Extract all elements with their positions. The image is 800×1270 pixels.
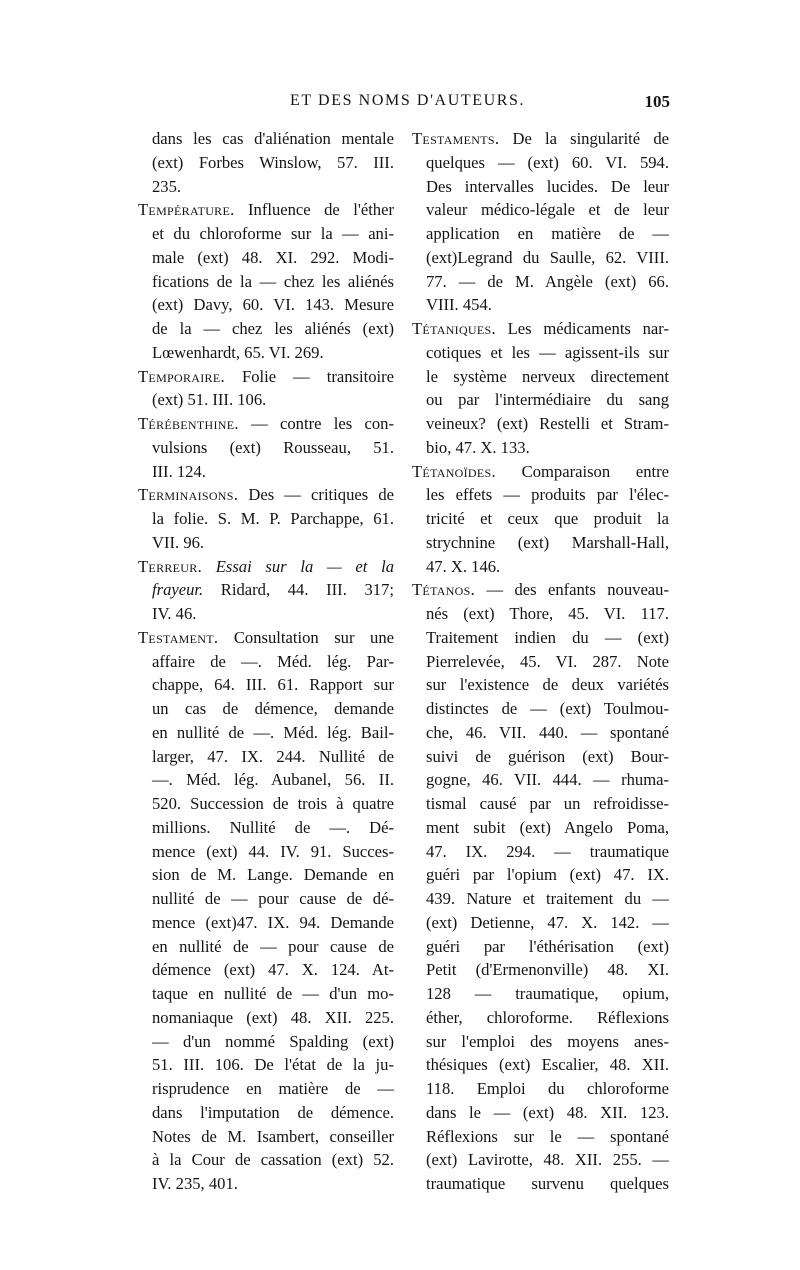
index-line: [412, 198, 669, 222]
index-line: [138, 388, 394, 412]
index-line: [412, 768, 669, 792]
index-line: [138, 270, 394, 294]
index-line: [412, 697, 669, 721]
index-line: [138, 840, 394, 864]
line-text: (ext) Forbes Winslow, 57. III.: [152, 152, 394, 172]
line-text: Lœwenhardt, 65. VI. 269.: [152, 342, 324, 362]
line-text: Influence de l'éther: [234, 200, 394, 220]
line-text: — des enfants nouveau-: [475, 580, 669, 600]
entry-headword: Tétanoïdes.: [412, 461, 496, 481]
index-line: [412, 602, 669, 626]
index-line: [412, 507, 669, 531]
index-line: [138, 792, 394, 816]
line-text: Ridard, 44. III. 317;: [203, 580, 394, 600]
index-line: [412, 673, 669, 697]
line-text: de la — chez les aliénés (ext): [152, 319, 394, 338]
index-line: [138, 1006, 394, 1030]
entry-headword: Testament.: [138, 627, 219, 647]
line-text: éther, chloroforme. Réflexions: [426, 1007, 669, 1027]
entry-headword: Terreur.: [138, 556, 203, 576]
line-text: — d'un nommé Spalding (ext): [152, 1031, 394, 1051]
index-line: [138, 602, 394, 626]
line-text: IV. 235, 401.: [152, 1174, 238, 1193]
index-line: [412, 626, 669, 650]
index-entry-start: [138, 483, 394, 507]
line-text: VII. 96.: [152, 532, 205, 552]
index-entry-start: [138, 412, 394, 436]
index-line: [412, 982, 669, 1006]
line-text: sur l'existence de deux variétés: [426, 675, 669, 695]
line-text: mence (ext)47. IX. 94. Demande: [152, 912, 394, 932]
index-line: [138, 531, 394, 555]
index-line: [412, 840, 669, 864]
index-line: [412, 745, 669, 769]
line-text: (ext) Davy, 60. VI. 143. Mesure: [152, 295, 394, 315]
line-text: 47. IX. 294. — traumatique: [426, 841, 669, 861]
line-text: Comparaison entre: [495, 461, 669, 481]
line-text: les effets — produits par l'élec-: [426, 485, 669, 505]
line-text: sion de M. Lange. Demande en: [152, 865, 394, 885]
index-line: [138, 1148, 394, 1172]
line-text: che, 46. VII. 440. — spontané: [426, 722, 669, 742]
line-text: en nullité de —. Méd. lég. Bail-: [152, 722, 394, 742]
line-text: larger, 47. IX. 244. Nullité de: [152, 746, 394, 766]
line-text: un cas de démence, demande: [152, 699, 394, 718]
italic-title: Essai sur la — et la: [215, 556, 394, 576]
header-title: ET DES NOMS D'AUTEURS.: [290, 92, 526, 109]
line-text: distinctes de — (ext) Toulmou-: [426, 699, 669, 718]
line-text: Des — critiques de: [238, 485, 394, 505]
index-line: [412, 1172, 669, 1196]
line-text: Des intervalles lucides. De leur: [426, 176, 669, 196]
index-line: [138, 578, 394, 602]
line-text: la folie. S. M. P. Parchappe, 61.: [152, 509, 394, 528]
index-line: [138, 911, 394, 935]
index-line: [412, 911, 669, 935]
line-text: dans les cas d'aliénation mentale: [152, 129, 394, 148]
index-line: [138, 222, 394, 246]
line-text: strychnine (ext) Marshall-Hall,: [426, 532, 669, 552]
index-line: [138, 745, 394, 769]
line-text: —. Méd. lég. Aubanel, 56. II.: [152, 770, 394, 790]
index-line: [412, 222, 669, 246]
line-text: 118. Emploi du chloroforme: [426, 1079, 669, 1098]
line-text: ou par l'intermédiaire du sang: [426, 390, 669, 410]
index-line: [138, 151, 394, 175]
index-line: [138, 1053, 394, 1077]
running-header: [130, 92, 670, 118]
line-text: (ext) Detienne, 47. X. 142. —: [426, 912, 669, 932]
index-line: [138, 697, 394, 721]
index-line: [138, 436, 394, 460]
index-entry-start: [138, 555, 394, 579]
line-text: Réflexions sur le — spontané: [426, 1126, 669, 1146]
line-text: 520. Succession de trois à quatre: [152, 794, 394, 813]
line-text: bio, 47. X. 133.: [426, 437, 530, 457]
index-line: [138, 768, 394, 792]
index-line: [412, 1125, 669, 1149]
index-line: [138, 507, 394, 531]
line-text: guéri par l'opium (ext) 47. IX.: [426, 865, 669, 885]
line-text: millions. Nullité de —. Dé-: [152, 817, 394, 837]
index-entry-start: [412, 460, 669, 484]
line-text: risprudence en matière de —: [152, 1079, 394, 1098]
line-text: 77. — de M. Angèle (ext) 66.: [426, 271, 669, 291]
line-text: traumatique survenu quelques: [426, 1174, 669, 1193]
line-text: cotiques et les — agissent-ils sur: [426, 342, 669, 362]
line-text: nomaniaque (ext) 48. XII. 225.: [152, 1007, 394, 1027]
index-line: [138, 1077, 394, 1101]
index-line: [412, 246, 669, 270]
line-text: 128 — traumatique, opium,: [426, 984, 669, 1003]
line-text: thésiques (ext) Escalier, 48. XII.: [426, 1055, 669, 1075]
line-text: sur l'emploi des moyens anes-: [426, 1031, 669, 1051]
index-column-left: [138, 127, 394, 1196]
line-text: [202, 557, 216, 576]
index-line: [412, 1030, 669, 1054]
entry-headword: Térébenthine.: [138, 414, 239, 433]
line-text: le système nerveux directement: [426, 366, 669, 386]
line-text: Folie — transitoire: [224, 366, 394, 386]
index-line: [412, 863, 669, 887]
line-text: male (ext) 48. XI. 292. Modi-: [152, 247, 394, 267]
line-text: quelques — (ext) 60. VI. 594.: [426, 152, 669, 172]
index-line: [412, 270, 669, 294]
entry-headword: Testaments.: [412, 129, 500, 148]
index-line: [412, 1101, 669, 1125]
line-text: Consultation sur une: [218, 627, 394, 647]
line-text: vulsions (ext) Rousseau, 51.: [152, 437, 394, 457]
page-number: 105: [644, 92, 670, 111]
index-line: [412, 721, 669, 745]
line-text: Les médicaments nar-: [495, 319, 669, 338]
line-text: dans l'imputation de démence.: [152, 1102, 394, 1122]
index-line: [138, 1125, 394, 1149]
line-text: nés (ext) Thore, 45. VI. 117.: [426, 604, 669, 623]
line-text: Petit (d'Ermenonville) 48. XI.: [426, 960, 669, 980]
index-line: [412, 293, 669, 317]
index-column-right: [412, 127, 669, 1196]
index-line: [138, 460, 394, 484]
index-line: [412, 935, 669, 959]
index-line: [412, 792, 669, 816]
line-text: veineux? (ext) Restelli et Stram-: [426, 414, 669, 433]
line-text: Pierrelevée, 45. VI. 287. Note: [426, 651, 669, 671]
line-text: mence (ext) 44. IV. 91. Succes-: [152, 841, 394, 861]
index-line: [412, 1053, 669, 1077]
index-line: [138, 650, 394, 674]
index-line: [412, 1006, 669, 1030]
index-line: [412, 365, 669, 389]
line-text: taque en nullité de — d'un mo-: [152, 984, 394, 1003]
index-line: [412, 531, 669, 555]
italic-title: frayeur.: [152, 580, 204, 600]
index-line: [412, 816, 669, 840]
index-line: [412, 650, 669, 674]
line-text: nullité de — pour cause de dé-: [152, 889, 394, 908]
line-text: dans le — (ext) 48. XII. 123.: [426, 1102, 669, 1122]
index-line: [138, 175, 394, 199]
line-text: ment subit (ext) Angelo Poma,: [426, 817, 669, 837]
index-line: [138, 127, 394, 151]
line-text: tricité et ceux que produit la: [426, 509, 669, 528]
line-text: III. 124.: [152, 461, 206, 481]
line-text: application en matière de —: [426, 224, 669, 243]
entry-headword: Tétanos.: [412, 580, 476, 600]
index-line: [138, 1030, 394, 1054]
index-line: [138, 293, 394, 317]
index-line: [138, 1101, 394, 1125]
index-entry-start: [412, 578, 669, 602]
index-line: [138, 317, 394, 341]
index-line: [412, 175, 669, 199]
line-text: suivi de guérison (ext) Bour-: [426, 746, 669, 766]
line-text: 235.: [152, 176, 182, 196]
line-text: Traitement indien du — (ext): [426, 627, 669, 647]
index-line: [412, 341, 669, 365]
line-text: guéri par l'éthérisation (ext): [426, 936, 669, 956]
index-line: [138, 1172, 394, 1196]
line-text: chappe, 64. III. 61. Rapport sur: [152, 675, 394, 695]
line-text: (ext)Legrand du Saulle, 62. VIII.: [426, 247, 669, 267]
index-line: [138, 887, 394, 911]
line-text: 47. X. 146.: [426, 556, 501, 576]
line-text: Notes de M. Isambert, conseiller: [152, 1126, 394, 1146]
line-text: en nullité de — pour cause de: [152, 936, 394, 956]
index-line: [412, 555, 669, 579]
index-entry-start: [138, 626, 394, 650]
line-text: à la Cour de cassation (ext) 52.: [152, 1150, 394, 1170]
line-text: fications de la — chez les aliénés: [152, 271, 394, 291]
line-text: et du chloroforme sur la — ani-: [152, 224, 394, 243]
index-line: [138, 863, 394, 887]
index-line: [412, 436, 669, 460]
line-text: affaire de —. Méd. lég. Par-: [152, 651, 394, 671]
line-text: (ext) Lavirotte, 48. XII. 255. —: [426, 1150, 669, 1170]
line-text: démence (ext) 47. X. 124. At-: [152, 960, 394, 980]
index-entry-start: [138, 198, 394, 222]
index-line: [412, 388, 669, 412]
index-line: [412, 1148, 669, 1172]
line-text: (ext) 51. III. 106.: [152, 390, 267, 410]
index-line: [138, 982, 394, 1006]
index-line: [412, 483, 669, 507]
index-line: [412, 151, 669, 175]
index-entry-start: [412, 317, 669, 341]
line-text: De la singularité de: [499, 129, 669, 148]
index-entry-start: [138, 365, 394, 389]
entry-headword: Température.: [138, 200, 235, 220]
entry-headword: Terminaisons.: [138, 485, 239, 505]
index-line: [412, 958, 669, 982]
index-line: [138, 816, 394, 840]
index-line: [138, 341, 394, 365]
line-text: 51. III. 106. De l'état de la ju-: [152, 1055, 394, 1075]
index-entry-start: [412, 127, 669, 151]
index-line: [138, 673, 394, 697]
line-text: — contre les con-: [238, 414, 394, 433]
line-text: tismal causé par un refroidisse-: [426, 794, 669, 813]
line-text: valeur médico-légale et de leur: [426, 200, 669, 220]
index-line: [138, 721, 394, 745]
index-line: [138, 246, 394, 270]
index-line: [138, 935, 394, 959]
entry-headword: Tétaniques.: [412, 319, 496, 338]
index-line: [412, 887, 669, 911]
line-text: IV. 46.: [152, 604, 197, 623]
line-text: VIII. 454.: [426, 295, 492, 315]
line-text: 439. Nature et traitement du —: [426, 889, 669, 908]
index-line: [138, 958, 394, 982]
index-line: [412, 412, 669, 436]
index-line: [412, 1077, 669, 1101]
entry-headword: Temporaire.: [138, 366, 225, 386]
line-text: gogne, 46. VII. 444. — rhuma-: [426, 770, 669, 790]
